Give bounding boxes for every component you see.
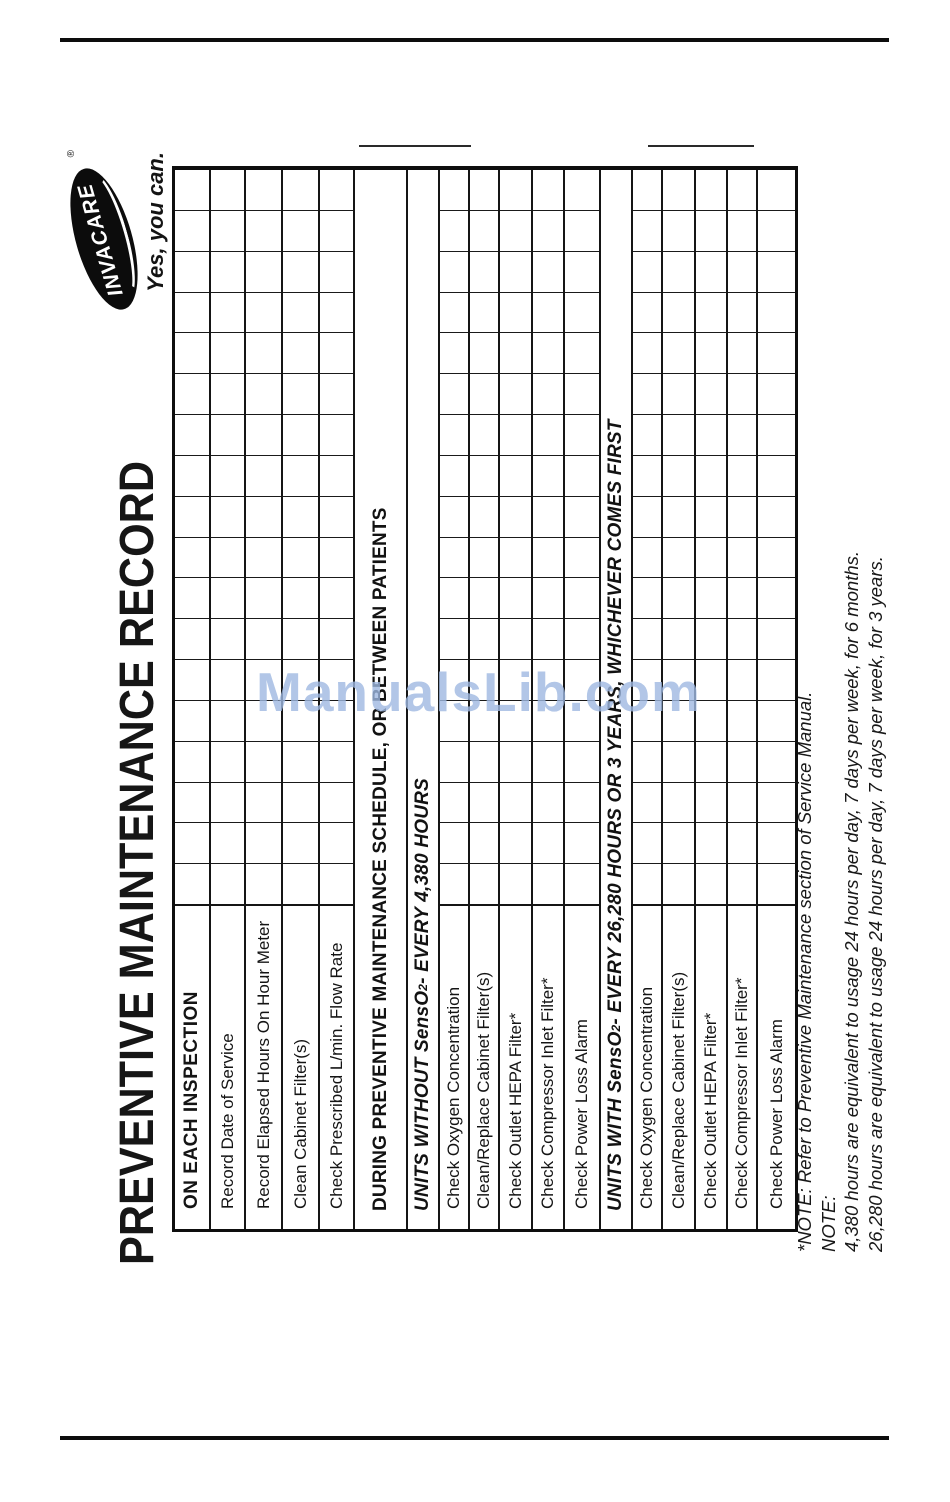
section-header-label: UNITS WITHOUT SensO 2 - EVERY 4,380 HOURS <box>412 778 433 1211</box>
check-cell <box>696 251 726 292</box>
check-cell <box>728 496 756 537</box>
check-cell <box>565 210 599 251</box>
check-cell <box>500 210 531 251</box>
check-cell <box>320 496 353 537</box>
check-cell <box>533 863 563 904</box>
check-cell <box>283 496 318 537</box>
check-cell <box>320 741 353 782</box>
logo-ellipse <box>57 161 151 317</box>
check-cell <box>283 577 318 618</box>
check-cell <box>211 659 244 700</box>
check-cell <box>533 414 563 455</box>
check-cell <box>533 373 563 414</box>
check-cell <box>470 577 498 618</box>
check-cell <box>758 496 795 537</box>
row-label: Check Power Loss Alarm <box>758 904 795 1229</box>
check-cell <box>320 210 353 251</box>
check-cell <box>633 292 661 333</box>
check-cell <box>175 822 209 863</box>
brand-tagline: Yes, you can. <box>143 152 168 292</box>
check-cell <box>283 292 318 333</box>
check-cell <box>175 414 209 455</box>
check-cell <box>440 455 468 496</box>
check-cell <box>440 618 468 659</box>
check-cell <box>320 822 353 863</box>
check-cell <box>470 292 498 333</box>
check-cell <box>663 170 694 210</box>
check-cell <box>633 618 661 659</box>
check-cell <box>728 251 756 292</box>
check-cell <box>728 741 756 782</box>
check-cell <box>728 292 756 333</box>
check-cell <box>633 210 661 251</box>
check-cell <box>283 373 318 414</box>
check-cell <box>470 863 498 904</box>
check-cell <box>633 496 661 537</box>
check-cell <box>633 863 661 904</box>
row-label: Check Compressor Inlet Filter* <box>533 904 563 1229</box>
check-cell <box>175 741 209 782</box>
check-cell <box>211 455 244 496</box>
check-cell <box>533 577 563 618</box>
note-line: NOTE: <box>817 1195 839 1252</box>
check-cell <box>663 863 694 904</box>
section-header-label: UNITS WITH SensO 2 - EVERY 26,280 HOURS OR 3 YEARS, WHICHEVER COMES FIRST <box>605 419 626 1211</box>
check-cell <box>246 577 281 618</box>
check-cell <box>500 782 531 823</box>
row-label: Clean Cabinet Filter(s) <box>283 904 318 1229</box>
check-cell <box>320 373 353 414</box>
check-cell <box>246 741 281 782</box>
registered-trademark-icon: ® <box>66 150 77 158</box>
row-label: Clean/Replace Cabinet Filter(s) <box>470 904 498 1229</box>
check-cell <box>728 210 756 251</box>
check-cell <box>470 782 498 823</box>
check-cell <box>283 618 318 659</box>
check-cell <box>246 863 281 904</box>
check-cell <box>500 292 531 333</box>
check-cell <box>533 741 563 782</box>
check-cell <box>728 659 756 700</box>
check-cell <box>500 577 531 618</box>
check-cell <box>246 210 281 251</box>
check-cell <box>320 537 353 578</box>
check-cell <box>728 332 756 373</box>
check-cell <box>758 414 795 455</box>
check-cell <box>246 782 281 823</box>
check-cell <box>758 577 795 618</box>
check-cell <box>320 251 353 292</box>
check-cell <box>175 618 209 659</box>
check-cell <box>320 170 353 210</box>
check-cell <box>175 537 209 578</box>
check-cell <box>696 618 726 659</box>
check-cell <box>565 863 599 904</box>
row-label: Check Outlet HEPA Filter* <box>696 904 726 1229</box>
check-cell <box>175 863 209 904</box>
logo-wordmark: INVACARE <box>73 180 128 299</box>
check-cell <box>758 537 795 578</box>
check-cell <box>696 863 726 904</box>
check-cell <box>758 170 795 210</box>
check-cell <box>175 210 209 251</box>
check-cell <box>565 251 599 292</box>
check-cell <box>211 210 244 251</box>
check-cell <box>728 700 756 741</box>
check-cell <box>565 577 599 618</box>
check-cell <box>696 496 726 537</box>
note-line: *NOTE: Refer to Preventive Maintenance section of Service Manual. <box>794 691 815 1252</box>
page-title: PREVENTIVE MAINTENANCE RECORD <box>111 460 164 1265</box>
row-label: Check Outlet HEPA Filter* <box>500 904 531 1229</box>
check-cell <box>500 455 531 496</box>
note-line: 4,380 hours are equivalent to usage 24 hours per day, 7 days per week, for 6 months. <box>841 550 862 1252</box>
check-cell <box>320 332 353 373</box>
footnotes <box>793 551 887 1252</box>
check-cell <box>246 822 281 863</box>
check-cell <box>246 618 281 659</box>
check-cell <box>470 170 498 210</box>
check-cell <box>533 455 563 496</box>
check-cell <box>500 332 531 373</box>
check-cell <box>565 373 599 414</box>
check-cell <box>758 863 795 904</box>
check-cell <box>246 332 281 373</box>
check-cell <box>533 822 563 863</box>
check-cell <box>533 332 563 373</box>
check-cell <box>696 782 726 823</box>
check-cell <box>728 782 756 823</box>
check-cell <box>533 537 563 578</box>
check-cell <box>440 251 468 292</box>
check-cell <box>533 210 563 251</box>
check-cell <box>758 455 795 496</box>
check-cell <box>758 373 795 414</box>
check-cell <box>211 496 244 537</box>
check-cell <box>565 170 599 210</box>
check-cell <box>440 577 468 618</box>
check-cell <box>533 251 563 292</box>
check-cell <box>470 210 498 251</box>
check-cell <box>758 251 795 292</box>
check-cell <box>175 292 209 333</box>
check-cell <box>565 822 599 863</box>
check-cell <box>470 537 498 578</box>
check-cell <box>758 700 795 741</box>
row-label: Check Power Loss Alarm <box>565 904 599 1229</box>
table-row <box>211 170 246 1229</box>
check-cell <box>175 782 209 823</box>
check-cell <box>283 537 318 578</box>
check-cell <box>500 618 531 659</box>
table-row <box>175 170 211 1229</box>
check-cell <box>663 741 694 782</box>
check-cell <box>663 577 694 618</box>
check-cell <box>696 210 726 251</box>
row-label: Record Elapsed Hours On Hour Meter <box>246 904 281 1229</box>
check-cell <box>175 332 209 373</box>
check-cell <box>696 537 726 578</box>
check-cell <box>440 782 468 823</box>
check-cell <box>283 414 318 455</box>
check-cell <box>211 170 244 210</box>
check-cell <box>500 496 531 537</box>
row-label: Check Prescribed L/min. Flow Rate <box>320 904 353 1229</box>
check-cell <box>246 496 281 537</box>
check-cell <box>175 251 209 292</box>
check-cell <box>565 496 599 537</box>
check-cell <box>320 577 353 618</box>
row-label: ON EACH INSPECTION <box>175 904 209 1229</box>
check-cell <box>470 618 498 659</box>
check-cell <box>663 537 694 578</box>
check-cell <box>758 210 795 251</box>
check-cell <box>440 373 468 414</box>
row-label: Clean/Replace Cabinet Filter(s) <box>663 904 694 1229</box>
check-cell <box>440 822 468 863</box>
check-cell <box>320 618 353 659</box>
check-cell <box>565 741 599 782</box>
check-cell <box>758 741 795 782</box>
check-cell <box>440 414 468 455</box>
check-cell <box>758 618 795 659</box>
check-cell <box>246 414 281 455</box>
check-cell <box>320 455 353 496</box>
check-cell <box>696 577 726 618</box>
check-cell <box>633 537 661 578</box>
row-label: Check Oxygen Concentration <box>440 904 468 1229</box>
check-cell <box>633 251 661 292</box>
check-cell <box>211 537 244 578</box>
check-cell <box>728 455 756 496</box>
check-cell <box>728 170 756 210</box>
check-cell <box>211 251 244 292</box>
check-cell <box>500 863 531 904</box>
manualslib-watermark: ManualsLib.com <box>256 661 701 723</box>
check-cell <box>175 496 209 537</box>
check-cell <box>500 537 531 578</box>
check-cell <box>696 414 726 455</box>
check-cell <box>633 373 661 414</box>
check-cell <box>320 292 353 333</box>
check-cell <box>728 537 756 578</box>
check-cell <box>500 251 531 292</box>
section-header-label: DURING PREVENTIVE MAINTENANCE SCHEDULE, OR BETWEEN PATIENTS <box>369 507 391 1211</box>
check-cell <box>246 373 281 414</box>
check-cell <box>663 210 694 251</box>
check-cell <box>320 414 353 455</box>
check-cell <box>696 373 726 414</box>
check-cell <box>663 292 694 333</box>
check-cell <box>500 741 531 782</box>
check-cell <box>500 822 531 863</box>
check-cell <box>211 822 244 863</box>
check-cell <box>211 782 244 823</box>
check-cell <box>633 170 661 210</box>
check-cell <box>533 292 563 333</box>
check-cell <box>500 170 531 210</box>
check-cell <box>440 496 468 537</box>
check-cell <box>696 822 726 863</box>
row-label: Check Compressor Inlet Filter* <box>728 904 756 1229</box>
check-cell <box>320 863 353 904</box>
check-cell <box>696 332 726 373</box>
check-cell <box>728 577 756 618</box>
check-cell <box>211 332 244 373</box>
check-cell <box>533 618 563 659</box>
check-cell <box>175 373 209 414</box>
check-cell <box>175 700 209 741</box>
check-cell <box>728 618 756 659</box>
check-cell <box>758 332 795 373</box>
write-in-blank-line <box>359 145 471 147</box>
check-cell <box>663 455 694 496</box>
check-cell <box>246 455 281 496</box>
row-label: Record Date of Service <box>211 904 244 1229</box>
check-cell <box>663 332 694 373</box>
check-cell <box>500 414 531 455</box>
check-cell <box>283 170 318 210</box>
check-cell <box>283 332 318 373</box>
check-cell <box>283 863 318 904</box>
check-cell <box>663 251 694 292</box>
note-line: 26,280 hours are equivalent to usage 24 hours per day, 7 days per week, for 3 years. <box>864 556 886 1252</box>
check-cell <box>470 332 498 373</box>
check-cell <box>565 455 599 496</box>
check-cell <box>533 496 563 537</box>
check-cell <box>633 332 661 373</box>
check-cell <box>728 863 756 904</box>
check-cell <box>633 577 661 618</box>
check-cell <box>633 782 661 823</box>
table-row <box>728 170 758 1229</box>
check-cell <box>470 741 498 782</box>
check-cell <box>470 414 498 455</box>
check-cell <box>440 537 468 578</box>
check-cell <box>246 292 281 333</box>
check-cell <box>211 577 244 618</box>
check-cell <box>470 496 498 537</box>
check-cell <box>663 822 694 863</box>
check-cell <box>440 292 468 333</box>
check-cell <box>500 373 531 414</box>
check-cell <box>470 373 498 414</box>
check-cell <box>211 373 244 414</box>
check-cell <box>633 455 661 496</box>
check-cell <box>633 822 661 863</box>
check-cell <box>758 782 795 823</box>
check-cell <box>440 741 468 782</box>
check-cell <box>211 292 244 333</box>
check-cell <box>696 741 726 782</box>
check-cell <box>565 782 599 823</box>
invacare-logo <box>68 152 146 312</box>
check-cell <box>565 414 599 455</box>
check-cell <box>283 741 318 782</box>
check-cell <box>696 170 726 210</box>
check-cell <box>758 292 795 333</box>
check-cell <box>728 373 756 414</box>
check-cell <box>320 782 353 823</box>
table-row <box>758 170 795 1229</box>
check-cell <box>175 170 209 210</box>
check-cell <box>283 210 318 251</box>
check-cell <box>758 659 795 700</box>
check-cell <box>175 659 209 700</box>
check-cell <box>440 210 468 251</box>
check-cell <box>440 863 468 904</box>
page-top-rule <box>60 38 889 42</box>
check-cell <box>533 782 563 823</box>
check-cell <box>696 292 726 333</box>
check-cell <box>663 496 694 537</box>
check-cell <box>758 822 795 863</box>
check-cell <box>246 251 281 292</box>
check-cell <box>283 251 318 292</box>
check-cell <box>470 251 498 292</box>
check-cell <box>565 618 599 659</box>
check-cell <box>633 741 661 782</box>
check-cell <box>565 332 599 373</box>
check-cell <box>211 618 244 659</box>
check-cell <box>470 822 498 863</box>
check-cell <box>283 822 318 863</box>
check-cell <box>696 455 726 496</box>
check-cell <box>565 537 599 578</box>
check-cell <box>246 537 281 578</box>
check-cell <box>470 455 498 496</box>
check-cell <box>283 455 318 496</box>
check-cell <box>211 414 244 455</box>
check-cell <box>211 863 244 904</box>
check-cell <box>565 292 599 333</box>
check-cell <box>175 455 209 496</box>
check-cell <box>246 170 281 210</box>
check-cell <box>663 782 694 823</box>
check-cell <box>440 170 468 210</box>
page-bottom-rule <box>60 1436 889 1440</box>
check-cell <box>663 618 694 659</box>
check-cell <box>728 822 756 863</box>
check-cell <box>633 414 661 455</box>
check-cell <box>663 414 694 455</box>
row-label: Check Oxygen Concentration <box>633 904 661 1229</box>
check-cell <box>211 741 244 782</box>
check-cell <box>663 373 694 414</box>
check-cell <box>211 700 244 741</box>
check-cell <box>440 332 468 373</box>
check-cell <box>175 577 209 618</box>
check-cell <box>283 782 318 823</box>
check-cell <box>533 170 563 210</box>
write-in-blank-line <box>648 145 754 147</box>
check-cell <box>728 414 756 455</box>
